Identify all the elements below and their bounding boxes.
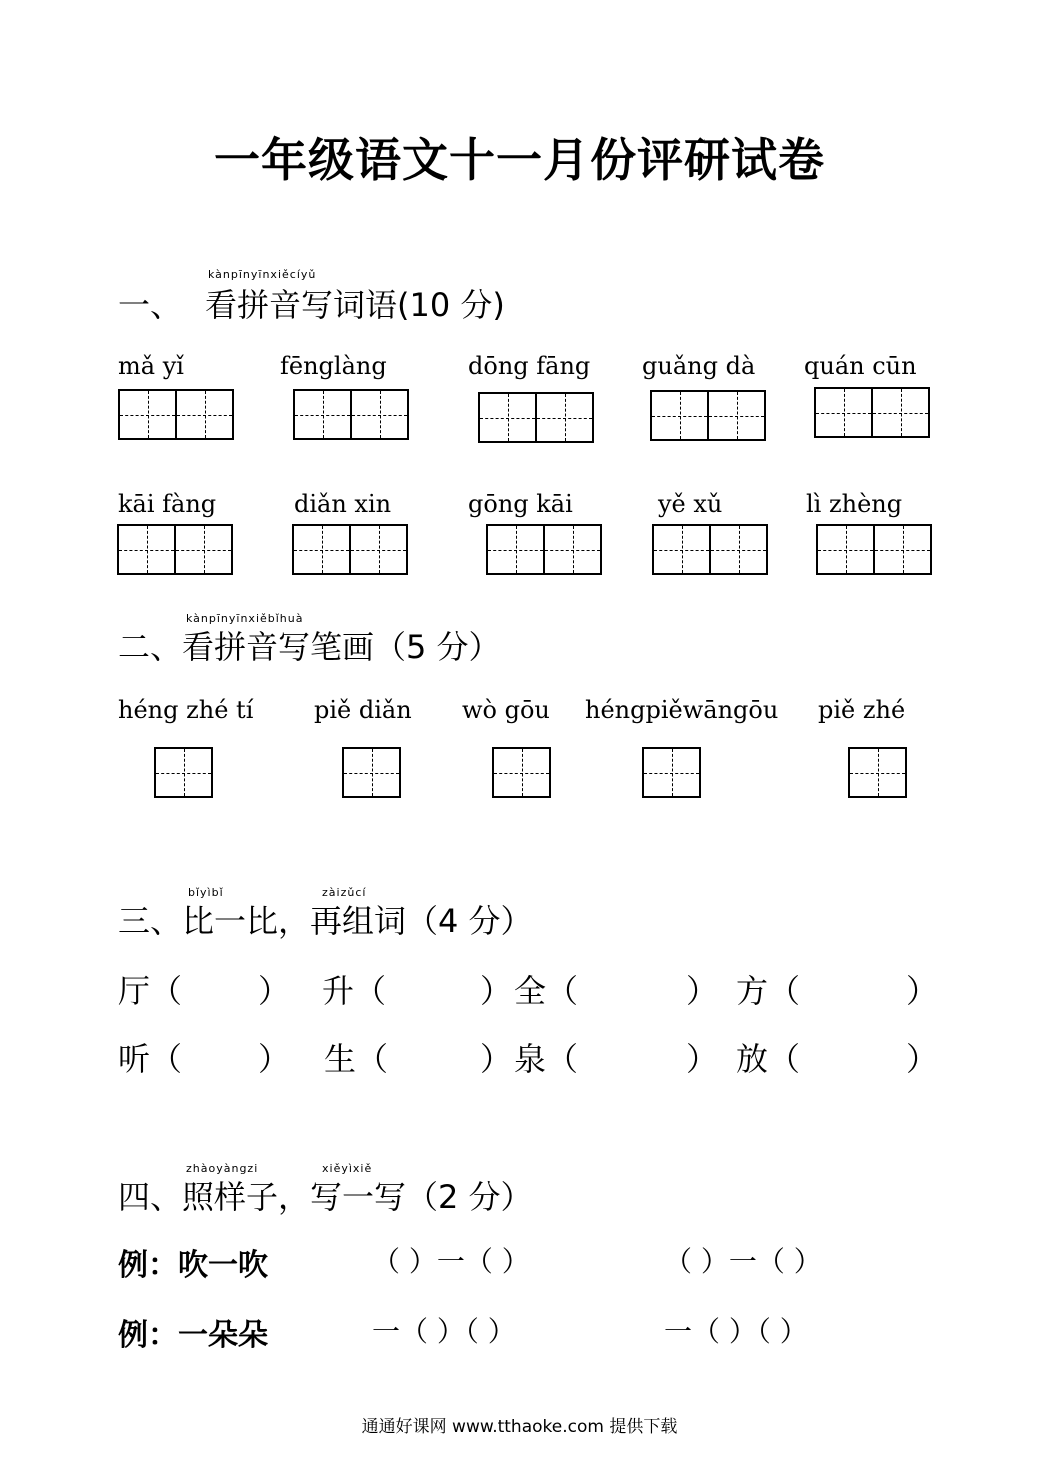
section3-heading: 三、比一比，再组词（4 分） [118,902,533,940]
close-paren: ） [480,1040,513,1078]
answer-grid[interactable] [118,389,234,440]
answer-blank[interactable]: 一（ ）（ ） [372,1315,516,1348]
section4-ruby: zhàoyàngzi [186,1162,259,1175]
answer-grid[interactable] [642,747,701,798]
answer-grid[interactable] [652,524,768,575]
answer-grid[interactable] [293,389,409,440]
word-item: 生（ [324,1040,389,1078]
pinyin-label: fēnglàng [280,352,387,380]
answer-grid[interactable] [848,747,907,798]
word-item: 厅（ [118,972,183,1010]
section4-ruby: xiěyìxiě [322,1162,373,1175]
answer-grid[interactable] [486,524,602,575]
answer-grid[interactable] [492,747,551,798]
close-paren: ） [480,972,513,1010]
word-item: 方（ [736,972,801,1010]
footer: 通通好课网 www.tthaoke.com 提供下载 [361,1417,678,1437]
section3-ruby: bǐyìbǐ [188,886,224,899]
pinyin-label: yě xǔ [658,490,723,518]
pinyin-label: wò gōu [462,696,550,724]
close-paren: ） [258,1040,291,1078]
example-label: 例：吹一吹 [118,1248,268,1283]
answer-grid[interactable] [154,747,213,798]
close-paren: ） [258,972,291,1010]
answer-blank[interactable]: （ ）一（ ） [372,1245,530,1278]
word-item: 听（ [118,1040,183,1078]
answer-grid[interactable] [292,524,408,575]
example-label: 例：一朵朵 [118,1318,268,1353]
section2-heading: 二、看拼音写笔画（5 分） [118,628,501,666]
pinyin-label: kāi fàng [118,490,217,518]
pinyin-label: héngpiěwāngōu [585,696,779,724]
pinyin-label: diǎn xin [294,490,392,518]
pinyin-label: quán cūn [804,352,917,380]
answer-grid[interactable] [816,524,932,575]
answer-grid[interactable] [478,392,594,443]
section2-ruby: kànpīnyīnxiěbǐhuà [186,612,304,625]
close-paren: ） [686,1040,719,1078]
pinyin-label: gōng kāi [468,490,573,518]
answer-grid[interactable] [650,390,766,441]
section1-heading: 看拼音写词语(10 分) [205,286,505,324]
close-paren: ） [906,1040,939,1078]
section1-ruby: kànpīnyīnxiěcíyǔ [208,268,317,281]
word-item: 升（ [322,972,387,1010]
close-paren: ） [686,972,719,1010]
pinyin-label: lì zhèng [806,490,903,518]
pinyin-label: piě zhé [818,696,906,724]
word-item: 全（ [514,972,579,1010]
answer-grid[interactable] [814,387,930,438]
word-item: 泉（ [514,1040,579,1078]
answer-grid[interactable] [342,747,401,798]
pinyin-label: guǎng dà [642,352,756,380]
page-title: 一年级语文十一月份评研试卷 [214,133,825,187]
close-paren: ） [906,972,939,1010]
section4-heading: 四、照样子，写一写（2 分） [118,1178,533,1216]
answer-grid[interactable] [117,524,233,575]
answer-blank[interactable]: （ ）一（ ） [664,1245,822,1278]
section1-number: 一、 [118,286,183,324]
answer-blank[interactable]: 一（ ）（ ） [664,1315,808,1348]
pinyin-label: héng zhé tí [118,696,254,724]
word-item: 放（ [736,1040,801,1078]
pinyin-label: mǎ yǐ [118,352,184,380]
pinyin-label: piě diǎn [314,696,412,724]
section3-ruby: zàizǔcí [322,886,367,899]
pinyin-label: dōng fāng [468,352,591,380]
